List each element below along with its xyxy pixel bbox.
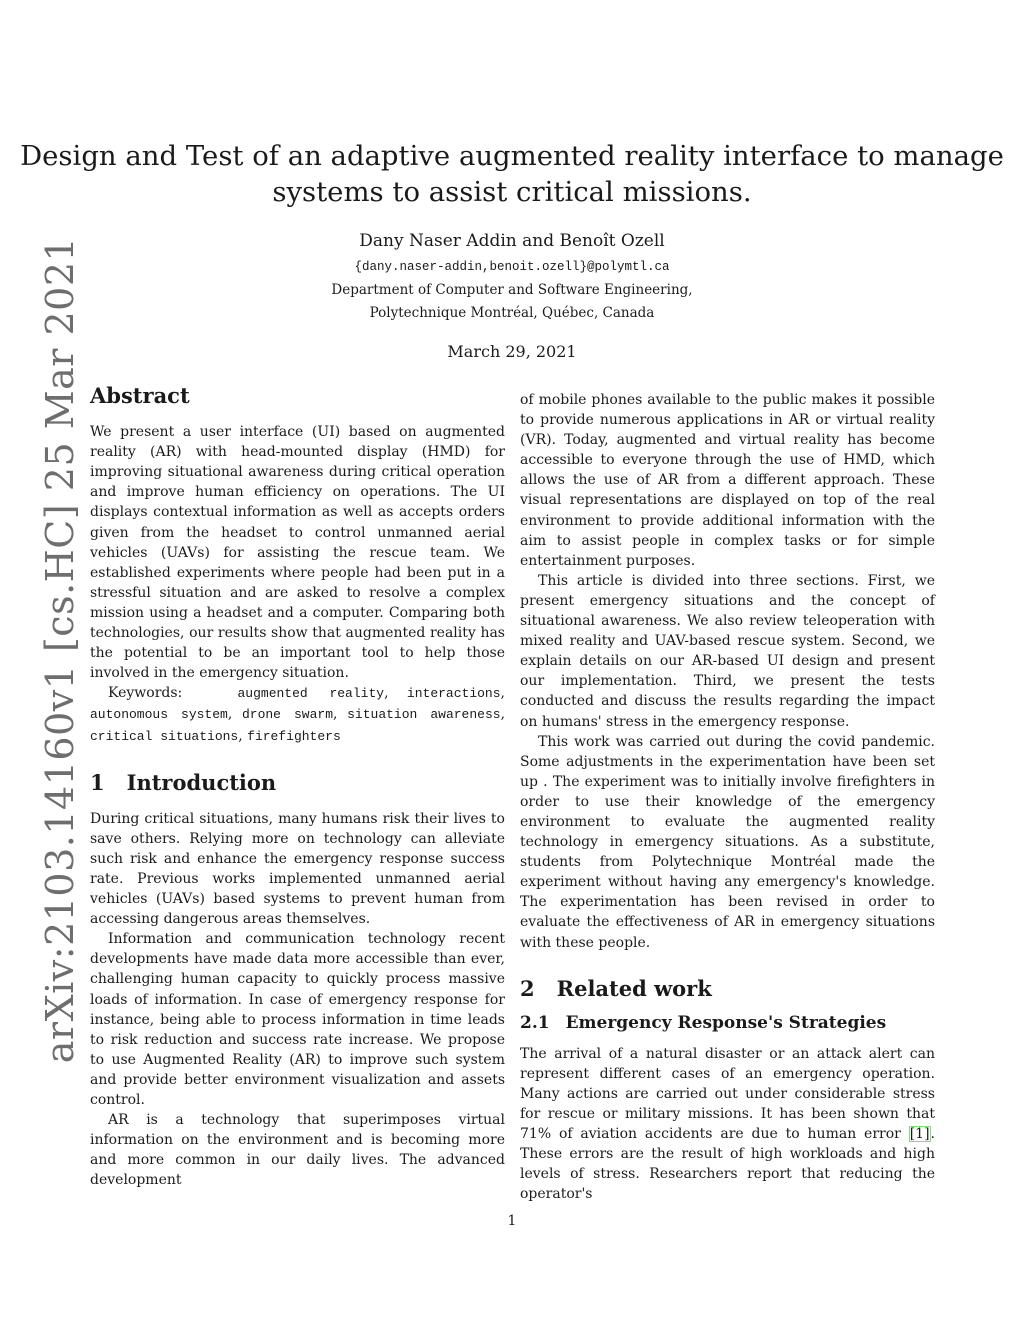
keyword: critical situations	[90, 728, 239, 744]
section-heading-introduction	[90, 769, 505, 795]
keyword: firefighters	[247, 728, 341, 744]
intro-paragraph: This article is divided into three sections. First, we present emergency situations and the concept of situational awareness. We also review teleoperation with mixed reality and UAV-based rescue system. Second, we explain details on our AR-based UI design and present our implementation. Third, we present the tests conducted and discuss the results regarding the impact on humans' stress in the emergency response.	[520, 572, 935, 730]
section-title: Related work	[556, 975, 712, 1001]
subsection-title: Emergency Response's Strategies	[565, 1012, 887, 1033]
section-number: 2	[520, 975, 535, 1001]
keyword: situation awareness	[347, 707, 501, 723]
intro-paragraph: During critical situations, many humans risk their lives to save others. Relying more on technology can alleviate such risk and enhance the emergency response success rate. Previous works implemented unmanned aerial vehicles (UAVs) based systems to prevent human from accessing dangerous areas themselves.	[90, 810, 505, 928]
arxiv-identifier: arXiv:2103.14160v1 [cs.HC] 25 Mar 2021	[38, 236, 82, 1064]
abstract-heading: Abstract	[90, 383, 190, 408]
paragraph-text: The arrival of a natural disaster or an attack alert can represent different cases of an emergency operation. Many actions are carried out under considerable stress for rescue or military missions. It has been shown that 71% of aviation accidents are due to human error	[520, 1045, 935, 1143]
keyword: drone swarm	[241, 707, 333, 723]
keyword: interactions	[406, 686, 501, 702]
right-column	[520, 390, 935, 1205]
paper-date: March 29, 2021	[447, 342, 577, 361]
citation-link[interactable]: [1]	[909, 1126, 930, 1143]
keyword: augmented reality	[237, 686, 385, 702]
section-title: Introduction	[126, 769, 277, 795]
subsection-number: 2.1	[520, 1012, 550, 1033]
section-number: 1	[90, 769, 105, 795]
intro-paragraph: AR is a technology that superimposes virtual information on the environment and is becoming more and more common in our daily lives. The advanced development	[90, 1112, 505, 1189]
keywords: Keywords: augmented reality, interactions, autonomous system, drone swarm, situation awareness, critical situations, firefighters	[90, 685, 506, 744]
left-column	[90, 380, 505, 1190]
abstract-text: We present a user interface (UI) based on augmented reality (AR) with head-mounted display (HMD) for improving situational awareness during critical operation and improve human efficiency on operations. The UI displays contextual information as well as accepts orders given from the headset to control unmanned aerial vehicles (UAVs) for assisting the rescue team. We established experiments where people had been put in a stressful situation and are asked to resolve a complex mission using a headset and a computer. Comparing both technologies, our results show that augmented reality has the potential to be an important tool to help those involved in the emergency situation.	[90, 424, 505, 682]
section-heading-related-work	[520, 975, 935, 1001]
affiliation-university: Polytechnique Montréal, Québec, Canada	[369, 305, 655, 321]
author-emails: {dany.naser-addin,benoit.ozell}@polymtl.ca	[354, 260, 670, 274]
affiliation-department: Department of Computer and Software Engineering,	[331, 282, 693, 298]
subsection-heading	[520, 1013, 935, 1033]
intro-paragraph-continued: of mobile phones available to the public makes it possible to provide numerous applications in AR or virtual reality (VR). Today, augmented and virtual reality has become accessible to everyone through the use of HMD, which allows the use of AR from a different approach. These visual representations are displayed on top of the real environment to provide additional information with the aim to assist people in complex tasks or for simple entertainment purposes.	[520, 392, 935, 569]
keywords-label: Keywords:	[108, 685, 183, 702]
intro-paragraph: This work was carried out during the covid pandemic. Some adjustments in the experimentation have been set up . The experiment was to initially involve firefighters in order to use their knowledge of the emergency environment to evaluate the augmented reality technology in emergency situations. As a substitute, students from Polytechnique Montréal made the experiment without having any emergency's knowledge. The experimentation has been revised in order to evaluate the effectiveness of AR in emergency situations with these people.	[520, 733, 935, 951]
authors: Dany Naser Addin and Benoît Ozell	[359, 231, 665, 251]
paper-title: Design and Test of an adaptive augmented reality interface to manage systems to assist critical missions.	[20, 140, 1004, 208]
keyword: autonomous system	[90, 707, 228, 723]
related-work-paragraph	[520, 1044, 935, 1205]
paragraph-text: . These errors are the result of high workloads and high levels of stress. Researchers report that reducing the operator's	[520, 1126, 935, 1203]
intro-paragraph: Information and communication technology recent developments have made data more accessible than ever, challenging human capacity to quickly process massive loads of information. In case of emergency response for instance, being able to process information in time leads to risk reduction and success rate increase. We propose to use Augmented Reality (AR) to improve such system and provide better environment visualization and assets control.	[90, 931, 505, 1108]
page-number: 1	[507, 1213, 517, 1229]
